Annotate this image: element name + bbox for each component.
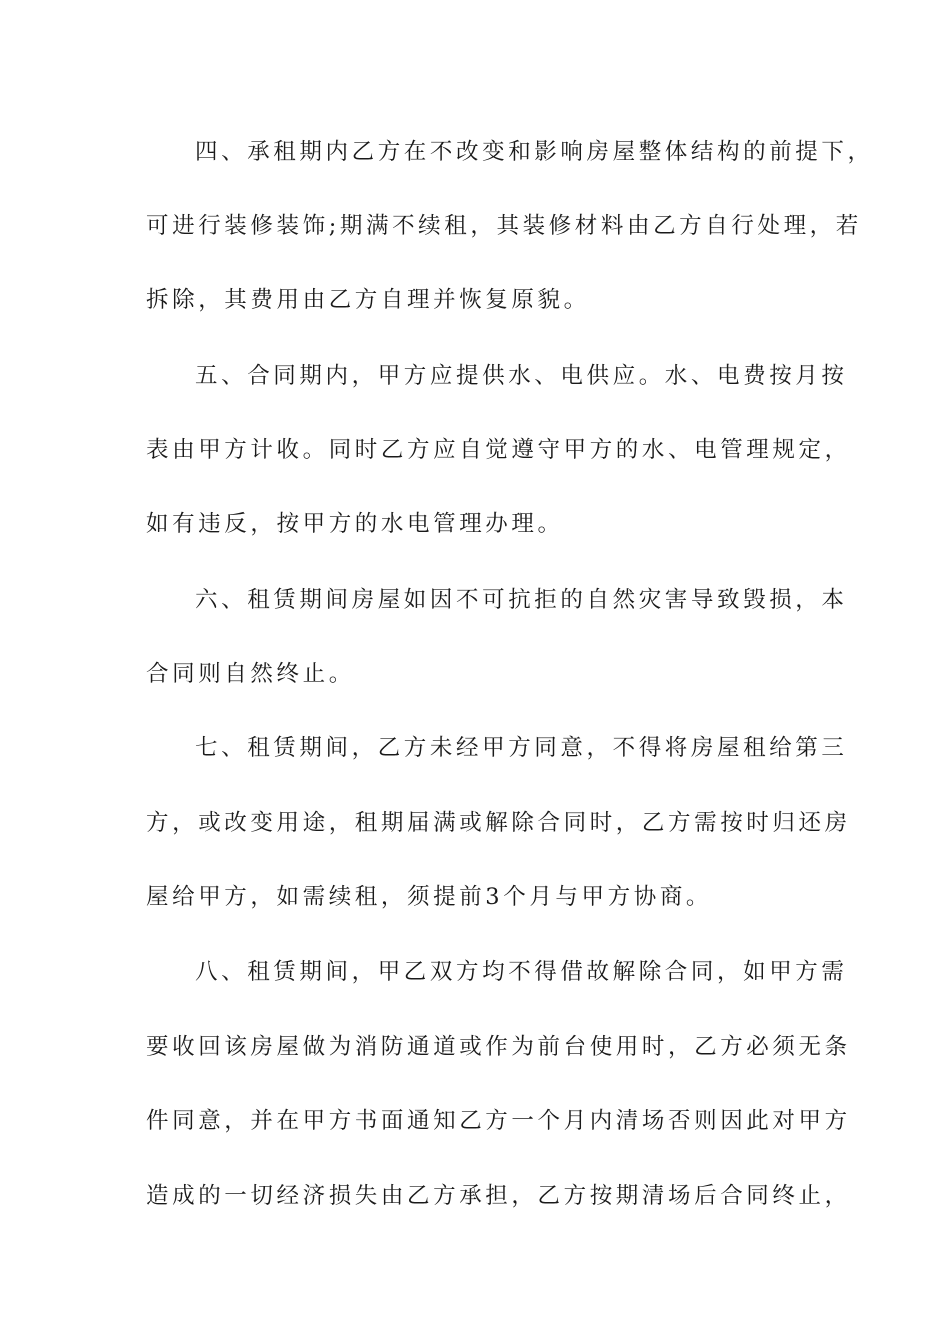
clause-7-line-1: 七、租赁期间，乙方未经甲方同意，不得将房屋租给第三 <box>195 735 848 761</box>
clause-5-line-3: 如有违反，按甲方的水电管理办理。 <box>146 511 564 537</box>
clause-6-line-1: 六、租赁期间房屋如因不可抗拒的自然灾害导致毁损，本 <box>195 587 848 613</box>
clause-8-line-1: 八、租赁期间，甲乙双方均不得借故解除合同，如甲方需 <box>195 959 848 985</box>
clause-8-line-4: 造成的一切经济损失由乙方承担，乙方按期清场后合同终止， <box>146 1183 851 1209</box>
clause-4-line-2: 可进行装修装饰;期满不续租，其装修材料由乙方自行处理，若 <box>146 213 862 239</box>
clause-7-line-3: 屋给甲方，如需续租，须提前3个月与甲方协商。 <box>146 884 713 910</box>
clause-8-line-3: 件同意，并在甲方书面通知乙方一个月内清场否则因此对甲方 <box>146 1108 851 1134</box>
clause-6-line-2: 合同则自然终止。 <box>146 661 355 687</box>
clause-7-line-2: 方，或改变用途，租期届满或解除合同时，乙方需按时归还房 <box>146 810 851 836</box>
clause-5-line-2: 表由甲方计收。同时乙方应自觉遵守甲方的水、电管理规定， <box>146 437 851 463</box>
clause-4-line-1: 四、承租期内乙方在不改变和影响房屋整体结构的前提下， <box>195 139 874 165</box>
clause-8-line-2: 要收回该房屋做为消防通道或作为前台使用时，乙方必须无条 <box>146 1034 851 1060</box>
clause-5-line-1: 五、合同期内，甲方应提供水、电供应。水、电费按月按 <box>195 363 848 389</box>
clause-4-line-3: 拆除，其费用由乙方自理并恢复原貌。 <box>146 287 590 313</box>
